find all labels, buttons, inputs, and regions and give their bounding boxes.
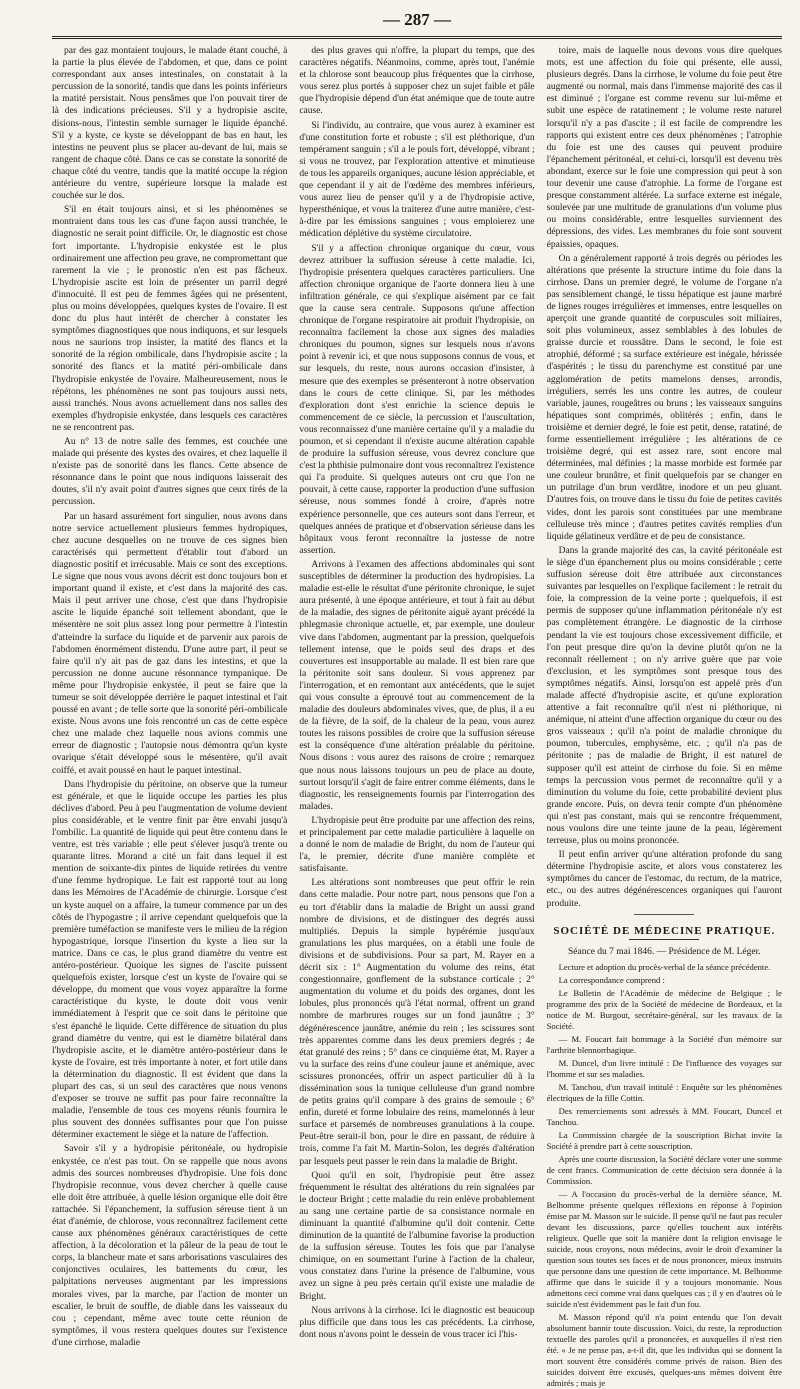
society-minutes	[547, 962, 782, 1389]
minutes-paragraph: Après une courte discussion, la Société déclare voter une somme de cent francs. Communication de cette décision sera donnée à la Commission.	[546, 1153, 782, 1186]
paragraph: Arrivons à l'examen des affections abdominales qui sont susceptibles de déterminer la production des hydropisies. La maladie est-elle le résultat d'une péritonite chronique, le sujet aura présenté, à une époque antérieure, et tout à fait au début de la maladie, des signes de péritonite aiguë ayant précédé la phlegmasie chronique actuelle, et, par exemple, une douleur vive dans l'abdomen, augmentant par la pression, quelquefois tellement intense, que le poids seul des draps et des couvertures est insupportable au malade. Il est bien rare que la péritonite soit sans douleur. Si vous apprenez par l'interrogation, et en remontant aux antécédents, que le sujet qui vous consulte a éprouvé tout au commencement de la maladie des douleurs abdominales vives, que, de plus, il a eu de la fièvre, de la soif, de la chaleur de la peau, vous aurez toutes les raisons possibles de croire que la suffusion séreuse est la conséquence d'une altération préalable du péritoine. Nous disons : vous aurez des raisons de croire ; remarquez que nous nous laissons toujours un peu de place au doute, surtout lorsqu'il s'agit de faire entrer comme éléments, dans le diagnostic, les renseignements fournis par l'interrogation des malades.	[299, 559, 535, 812]
paragraph: On a généralement rapporté à trois degrés ou périodes les altérations que présente la structure intime du foie dans la cirrhose. Dans un premier degré, le volume de l'organe n'a pas sensiblement changé, le tissu hépatique est jaune marbré de lignes rouges irrégulières et immenses, entre lesquelles on aperçoit une grande quantité de corpuscules soit miliaires, soit plus volumineux, assez semblables à des lobules de graisse durcie et roussâtre. Dans le second, le foie est atrophié, déformé ; sa surface extérieure est inégale, hérissée d'aspérités ; le tissu du parenchyme est constitué par une agglomération de petits mamelons denses, arrondis, irréguliers, serrés les uns contre les autres, de couleur variable, jaunes, rougeâtres ou bruns ; les vaisseaux sanguins hépatiques sont comprimés, oblitérés ; enfin, dans le troisième et dernier degré, le foie est petit, dense, ratatiné, de forme essentiellement irrégulière ; les altérations de ce troisième degré, qui est assez rare, sont encore mal déterminées, mal définies ; la masse morbide est formée par une couleur brunâtre, et finit quelquefois par se changer en un putrilage d'un brun verdâtre, inodore et un peu gluant. D'autres fois, on trouve dans le tissu du foie de petites cavités vides, dont les parois sont constituées par une membrane celluleuse très mince ; d'autres petites cavités remplies d'un liquide gélatineux verdâtre et de peu de consistance.	[546, 253, 782, 542]
paragraph: Il peut enfin arriver qu'une altération profonde du sang détermine l'hydropisie ascite, et alors vous constaterez les symptômes du cancer de l'estomac, du rectum, de la matrice, etc., ou des autres dégénérescences organiques qui l'auront produite.	[546, 850, 782, 909]
paragraph: Si l'individu, au contraire, que vous aurez à examiner est d'une constitution forte et robuste ; s'il est pléthorique, d'un tempérament sanguin ; s'il a le pouls fort, développé, vibrant ; si vous ne trouvez, par l'exploration attentive et minutieuse de tous les appareils organiques, aucune lésion appréciable, et que cependant il y ait de l'œdème des membres inférieurs, vous aurez lieu de penser qu'il y a de l'hydropisie active, hypersthénique, et vous la traiterez d'une autre manière, c'est-à-dire par les émissions sanguines ; vous emploierez une médication déplétive du système circulatoire.	[299, 120, 535, 240]
title-underline	[629, 939, 699, 940]
paragraph: toire, mais de laquelle nous devons vous dire quelques mots, est une affection du foie qui présente, elle aussi, plusieurs degrés. Dans la cirrhose, le volume du foie peut être augmenté ou normal, mais dans l'immense majorité des cas il est diminué ; l'organe est comme revenu sur lui-même et subit une espèce de ratatinement ; le volume reste naturel lorsqu'il n'y a pas d'ascite ; il est facile de comprendre les rapports qui existent entre ces deux phénomènes ; l'atrophie du foie est une des causes qui peuvent produire l'épanchement péritonéal, et celui-ci, lorsqu'il est devenu très abondant, exerce sur le foie une compression qui peut à son tour devenir une cause d'atrophie. La forme de l'organe est presque constamment altérée. La surface externe est inégale, soulevée par une multitude de granulations d'un volume plus ou moins considérable, entre lesquelles surviennent des dépressions, des vides. Les membranes du foie sont souvent épaissies, opaques.	[546, 46, 782, 250]
paragraph: Quoi qu'il en soit, l'hydropisie peut être assez fréquemment le résultat des altérations du rein signalées par le docteur Bright ; cette maladie du rein enlève probablement au sang une certaine partie de sa consistance normale en diminuant la quantité d'albumine qu'il doit contenir. Cette diminution de la quantité de l'albumine favorise la production de la suffusion séreuse. Toutes les fois que par l'analyse chimique, on en soumettant l'urine à l'action de la chaleur, vous constatez dans l'urine la présence de l'albumine, vous avez un signe à peu près certain qu'il existe une maladie de Bright.	[299, 1170, 535, 1302]
paragraph: Au n° 13 de notre salle des femmes, est couchée une malade qui présente des kystes des ovaires, et chez laquelle il n'existe pas de sonorité dans les flancs. Cette absence de résonnance dans le point que nous indiquons laisserait des doutes, s'il n'y avait point d'autres signes que ceux tirés de la percussion.	[52, 437, 288, 508]
paragraph: Dans l'hydropisie du péritoine, on observe que la tumeur est générale, et que le liquide occupe les parties les plus déclives d'abord. Peu à peu l'augmentation de volume devient plus considérable, et le ventre finit par être envahi jusqu'à l'ombilic. La quantité de liquide qui peut être contenu dans le ventre, est très variable ; elle peut s'élever jusqu'à trente ou quarante litres. Morand a cité un fait dans lequel il est mention de soixante-dix pintes de liquide retirées du ventre d'une femme hydropique. Le fait est rapporté tout au long dans les Mémoires de l'Académie de chirurgie. Lorsque c'est un kyste auquel on a affaire, la tumeur commence par un des côtés de l'hypogastre ; il arrive cependant quelquefois que la première tuméfaction se manifeste vers le milieu de la région hypogastrique, lorsque l'insertion du kyste a lieu sur la matrice. Dans ce cas, le plus grand diamètre du ventre est antéro-postérieur. Quoique les signes de l'ascite puissent quelquefois exister, lorsque c'est un kyste de l'ovaire qui se développe, du moment que vous voyez apparaître la forme caractéristique du kyste, le doute doit vous venir immédiatement à l'esprit que ce soit dans le péritoine que s'est épanché le liquide. Cette différence de situation du plus grand diamètre du ventre, qui est le diamètre bilatéral dans l'hydropisie ascite, et le diamètre antéro-postérieur dans le kyste de l'ovaire, est très importante à noter, et fort utile dans la détermination du diagnostic. Il est évident que dans la plupart des cas, si un seul des caractères que nous venons d'exposer se trouve ne suffit pas pour faire reconnaître la maladie, l'ensemble de tous ces moyens réunis fournira le plus souvent des données suffisantes pour que l'on puisse déterminer exactement le siège et la nature de l'affection.	[52, 779, 288, 1141]
minutes-paragraph: — M. Foucart fait hommage à la Société d'un mémoire sur l'arthrite blennorrhagique.	[546, 1033, 782, 1055]
section-divider	[634, 914, 694, 915]
paragraph: S'il y a affection chronique organique du cœur, vous devrez attribuer la suffusion séreuse à cette maladie. Ici, l'hydropisie présentera quelques caractères particuliers. Une affection chronique organique de l'aorte donnera lieu à une infiltration générale, ce qui s'explique aisément par ce fait que la cause sera centrale. Supposons qu'une affection chronique de l'organe respiratoire ait produit l'hydropisie, on reconnaîtra facilement la chose aux signes des maladies chroniques du poumon, signes sur lesquels nous n'avons point à revenir ici, et que nous supposons connus de vous, et sur lesquels, du reste, nous aurons occasion d'insister, à mesure que des exemples se présenteront à notre observation dans le cours de cette clinique. Si, par les méthodes d'exploration dont s'est enrichie la science depuis le commencement de ce siècle, la percussion et l'auscultation, vous reconnaissez d'une manière certaine qu'il y a maladie du poumon, et si cependant il n'existe aucune altération capable de produire la suffusion séreuse, vous devrez conclure que c'est la phthisie pulmonaire dont vous reconnaîtrez l'existence qui l'a produite. Si quelques auteurs ont cru que l'on ne pouvait, à cette cause, rapporter la production d'une suffusion séreuse, nous sommes fondé à croire, d'après notre expérience personnelle, que ces auteurs sont dans l'erreur, et quelques années de pratique et d'observation sérieuse dans les hôpitaux vous feront reconnaître la justesse de notre assertion.	[299, 243, 535, 556]
minutes-paragraph: La Commission chargée de la souscription Bichat invite la Société à prendre part à cette souscription.	[546, 1129, 782, 1151]
paragraph: par des gaz montaient toujours, le malade étant couché, à la partie la plus élevée de l'abdomen, et que, dans ce point correspondant aux anses intestinales, on constatait à la percussion de la sonorité, tandis que dans les points inférieurs la matité persistait. Nous pensâmes que l'on pouvait tirer de là des indications précieuses. S'il y a hydropisie ascite, disions-nous, l'intestin semble surnager le liquide épanché. S'il y a kyste, ce kyste se développant de bas en haut, les intestins ne peuvent plus se placer au-devant de lui, mais se rangent de chaque côté. Dans ce cas se constate la sonorité de chaque côté du ventre, tandis que la matité occupe la région antérieure du ventre, supérieure lorsque la malade est couchée sur le dos.	[52, 46, 288, 202]
paragraph: Nous arrivons à la cirrhose. Ici le diagnostic est beaucoup plus difficile que dans tous les cas précédents. La cirrhose, dont nous n'avons point le dessein de vous tracer ici l'his-	[299, 1305, 535, 1340]
minutes-paragraph: M. Duncel, d'un livre intitulé : De l'influence des voyages sur l'homme et sur ses maladies.	[546, 1057, 782, 1079]
minutes-paragraph: — A l'occasion du procès-verbal de la dernière séance, M. Belhomme présente quelques réflexions en réponse à l'opinion émise par M. Masson sur le suicide. Il pense qu'il ne faut pas reculer devant les discussions, parce qu'elles touchent aux intérêts religieux. Quelle que soit la manière dont la religion envisage le suicide, nous croyons, nous médecins, avoir le droit d'examiner la question sous toutes ses faces et de nous prononcer, mieux instruits que personne dans une question de cette importance. M. Belhomme affirme que dans le suicide il y a toujours monomanie. Nous admettons ceci comme vrai dans quelques cas ; il y en d'autres où le suicide n'est évidemment pas le fait d'un fou.	[546, 1188, 782, 1309]
page-number: — 287 —	[383, 10, 451, 29]
minutes-paragraph: M. Masson répond qu'il n'a point entendu que l'on devait absolument bannir toute discussion. Voici, du reste, la reproduction textuelle des paroles qu'il a prononcées, et auxquelles il n'est rien été. « Je ne pense pas, a-t-il dit, que les individus qui se donnent la mort souvent être considérés comme privés de raison. Bien des suicides doivent être excusés, quelques-uns mêmes doivent être admirés ; mais je	[546, 1311, 782, 1388]
minutes-paragraph: Le Bulletin de l'Académie de médecine de Belgique ; le programme des prix de la Société de médecine de Bordeaux, et la notice de M. Burgout, secrétaire-général, sur les travaux de la Société.	[546, 987, 782, 1031]
minutes-paragraph: Des remerciements sont adressés à MM. Foucart, Duncel et Tanchou.	[546, 1105, 782, 1127]
paragraph: des plus graves qui n'offre, la plupart du temps, que des caractères négatifs. Néanmoins, comme, après tout, l'anémie et la chlorose sont beaucoup plus fréquentes que la cirrhose, vous serez plus portés à supposer chez un sujet faible et pâle que l'hydropisie dépend d'un état anémique que de toute autre cause.	[299, 46, 535, 117]
minutes-paragraph: M. Tanchou, d'un travail intitulé : Enquête sur les phénomènes électriques de la fille Cottin.	[546, 1081, 782, 1103]
minutes-paragraph: Lecture et adoption du procès-verbal de la séance précédente.	[558, 961, 771, 972]
paragraph: Dans la grande majorité des cas, la cavité péritonéale est le siège d'un épanchement plus ou moins considérable ; cette suffusion séreuse doit être attribuée aux circonstances suivantes par lesquelles on l'explique facilement : le retrait du foie, la compression de la veine porte ; quelquefois, il est permis de supposer qu'une inflammation péritonéale n'y est pas complètement étrangère. Le diagnostic de la cirrhose pendant la vie est toujours chose excessivement difficile, et l'on peut presque dire qu'on la devine plutôt qu'on ne la reconnaît réellement ; on n'y arrive guère que par voie d'exclusion, et les symptômes sont presque tous des symptômes négatifs. Ainsi, lorsqu'on est appelé près d'un malade affecté d'hydropisie ascite, et qu'une exploration attentive a fait reconnaître qu'il n'est ni pléthorique, ni anémique, ni atteint d'une affection organique du cœur ou des gros vaisseaux ; qu'il n'a point de maladie chronique du poumon, tubercules, emphysème, etc. ; qu'il n'a pas de péritonite ; pas de maladie de Bright, il est naturel de supposer qu'il est atteint de cirrhose du foie. Si en même temps la percussion vous permet de reconnaître qu'il y a diminution du volume du foie, cette probabilité devient plus grande encore. Puis, on devra tenir compte d'un phénomène qui n'est pas constant, mais qui se rencontre fréquemment, nous voulons dire une teinte jaune de la peau, légèrement terreuse, plus ou moins prononcée.	[546, 545, 782, 847]
paragraph: L'hydropisie peut être produite par une affection des reins, et principalement par cette maladie particulière à laquelle on a donné le nom de maladie de Bright, du nom de l'auteur qui l'a, le premier, décrite d'une manière complète et satisfaisante.	[299, 815, 535, 875]
column-3	[546, 45, 782, 1388]
seance-line: Séance du 7 mai 1846. — Présidence de M. Léger.	[568, 946, 761, 957]
paragraph: S'il en était toujours ainsi, et si les phénomènes se montraient dans tous les cas d'une façon aussi tranchée, le diagnostic ne serait point difficile. Or, le diagnostic est chose fort importante. L'hydropisie enkystée est le plus ordinairement une affection peu grave, ne compromettant que rarement la vie ; le pronostic n'en est pas fâcheux. L'hydropisie ascite est loin de présenter un parril degré d'innocuité. Il est peu de femmes âgées qui ne présentent, plus ou moins développées, quelques kystes de l'ovaire. Il est donc du plus haut intérêt de chercher à constater les symptômes diagnostiques que nous indiquons, et sur lesquels nous ne saurions trop insister, la matité des flancs et la sonorité de la région ombilicale, dans l'hydropisie ascite ; la sonorité des flancs et la matité péri-ombilicale dans l'hydropisie enkystée de l'ovaire. Malheureusement, nous le répétons, les phénomènes ne sont pas toujours aussi nets, aussi tranchés. Nous avons actuellement dans nos salles des exemples d'hydropisie enkystée, dans lesquels ces caractères ne se rencontrent pas.	[52, 205, 288, 433]
column-2	[299, 45, 535, 1340]
paragraph: Par un hasard assurément fort singulier, nous avons dans notre service actuellement plusieurs femmes hydropiques, chez aucune desquelles on ne trouve de ces signes bien caractérisés qui permettent d'établir tout d'abord un diagnostic positif et irrécusable. Mais ce sont des exceptions. Le signe que nous vous avons décrit est donc toujours bon et important quand il existe, et c'est dans la majorité des cas. Mais il peut arriver une chose, c'est que dans l'hydropisie ascite le liquide épanché soit tellement abondant, que le mésentère ne soit plus assez long pour permettre à l'intestin d'atteindre la surface du liquide et de parvenir aux parois de l'abdomen énormément distendu. D'une autre part, il peut se faire qu'il n'y ait pas de gaz dans les intestins, et que la percussion ne donne aucune résonnance tympanique. De même pour l'hydropisie enkystée, il peut se faire que la tumeur se soit développée derrière le paquet intestinal et l'ait poussé en avant ; de telle sorte que la sonorité péri-ombilicale existe. Nous avons une fois rencontré un cas de cette espèce chez une malade chez laquelle nous avions commis une erreur de diagnostic ; l'autopsie nous démontra qu'un kyste ovarique s'était développé sous le mésentère, qu'il avait coiffé, et avait poussé en haut le paquet intestinal.	[52, 511, 288, 776]
columns	[52, 45, 782, 1388]
minutes-paragraph: La correspondance comprend :	[558, 974, 665, 985]
section-title: SOCIÉTÉ DE MÉDECINE PRATIQUE.	[553, 924, 776, 937]
header-rule	[52, 36, 782, 39]
paragraph: Les altérations sont nombreuses que peut offrir le rein dans cette maladie. Pour notre part, nous pensons que l'on a eu tort d'établir dans la maladie de Bright un aussi grand nombre de divisions, et de distinguer des degrés aussi multipliés. Depuis la simple hypérémie jusqu'aux granulations les plus marquées, on a établi une foule de divisions et de subdivisions. Pour sa part, M. Rayer en a décrit six : 1° Augmentation du volume des reins, état congestionnaire, gonflement de la substance corticale ; 2° augmentation du volume et du poids des organes, dont les lobules, plus prononcés qu'à l'état normal, offrent un grand nombre de marbrures rouges sur un fond jaunâtre ; 3° dégénérescence jaunâtre, anémie du rein ; les scissures sont très apparentes comme dans les deux premiers degrés ; 4e état granulé des reins ; 5° dans ce cinquième état, M. Rayer a vu la surface des reins d'une couleur jaune et anémique, avec scissures prononcées, offrir un aspect particulier dû à la dissémination sous la tunique celluleuse d'un grand nombre de petits grains qu'il compare à des grains de semoule ; 6° enfin, dureté et forme lobulaire des reins, mamelonnés à leur surface et parsemés de nombreuses granulations à la coupe. Peut-être serait-il bon, pour le dire en passant, de réduire à trois, comme l'a fait M. Martin-Solon, les degrés d'altération par lesquels peut passer le rein dans la maladie de Bright.	[299, 878, 535, 1167]
column-1	[52, 45, 288, 1348]
paragraph: Savoir s'il y a hydropisie péritonéale, ou hydropisie enkystée, ce n'est pas tout. On se rappelle que nous avons admis des sources nombreuses d'hydropisie. Une fois donc l'hydropisie reconnue, vous devez chercher à quelle cause elle doit être attribuée, à quelle lésion organique elle doit être rattachée. Si l'épanchement, la suffusion séreuse tient à un état d'anémie, de chlorose, vous reconnaîtrez facilement cette cause aux phénomènes généraux caractéristiques de cette affection, à la décoloration et la pâleur de la peau de tout le corps, la blancheur mate et sans arborisations vasculaires des conjonctives oculaires, les battements du cœur, les palpitations nerveuses augmentant par les impressions morales vives, par la marche, par l'action de monter un escalier, le bruit de souffle, de diable dans les vaisseaux du cou ; cependant, même avec toute cette réunion de symptômes, il vous restera quelques doutes sur l'existence d'une cirrhose, maladie	[52, 1144, 288, 1348]
